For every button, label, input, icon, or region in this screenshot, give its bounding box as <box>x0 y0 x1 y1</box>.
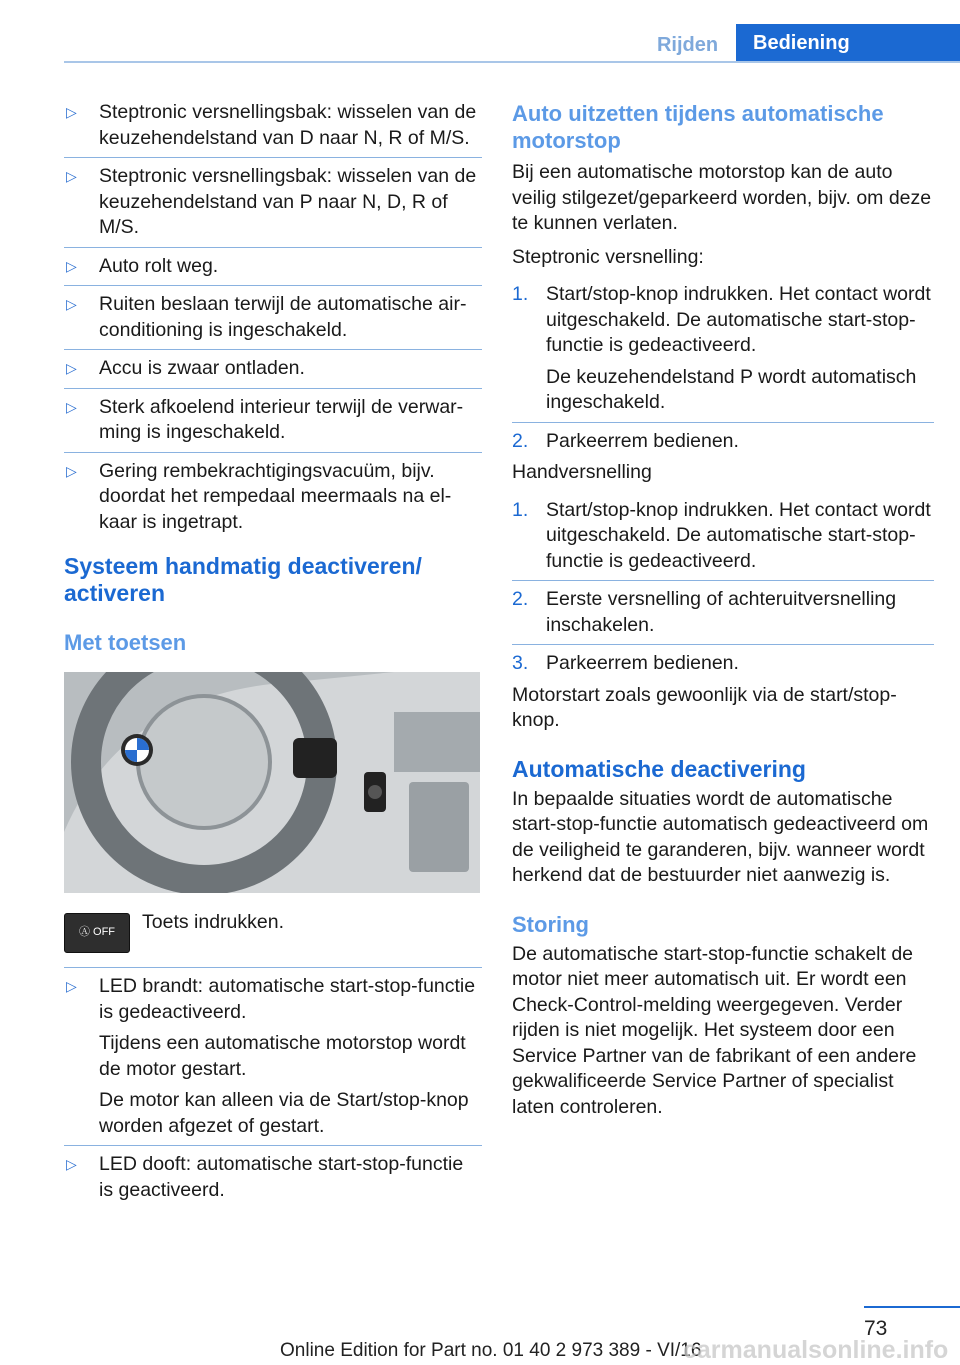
heading-fault: Storing <box>512 911 589 937</box>
para-auto-deactivation: In bepaalde situaties wordt de automatische start-stop-functie automatisch gedeactiveerd om de veiligheid te garanderen, bijv. wanneer wordt herkend dat de bestuurder niet aanwezig is. <box>512 787 929 886</box>
triangle-icon: ▷ <box>66 104 77 120</box>
steptronic-steps <box>512 282 934 454</box>
auto-start-stop-off-icon: Ⓐ OFF <box>64 913 130 953</box>
edition-text: Online Edition for Part no. 01 40 2 973 389 - VI/16 <box>280 1340 702 1361</box>
footer-rule <box>864 1306 960 1308</box>
list-item: ▷ LED dooft: automatische start-stop-functie is geactiveerd. <box>66 1153 464 1201</box>
list-item: 2. Parkeerrem bedienen. <box>512 429 739 452</box>
left-column <box>64 100 482 1209</box>
button-row <box>64 913 482 953</box>
triangle-icon: ▷ <box>66 398 77 415</box>
heading-auto-deactivation: Automatische deactivering <box>512 755 806 782</box>
para-off: Bij een automatische motorstop kan de auto veilig stilgezet/geparkeerd worden, bijv. om deze te kunnen verlaten. <box>512 161 932 234</box>
button-caption: Toets indrukken. <box>142 911 284 933</box>
motorstart-text: Motorstart zoals gewoonlijk via de start/stop-knop. <box>512 683 897 731</box>
header-rule <box>64 61 960 63</box>
bullet-list-top <box>64 100 482 535</box>
list-item: ▷ Ruiten beslaan terwijl de automatische airconditioning is ingeschakeld. <box>66 293 467 341</box>
triangle-icon: ▷ <box>66 1156 77 1172</box>
header-section: Rijden <box>656 33 719 56</box>
heading-off: Auto uitzetten tijdens automatische motorstop <box>512 101 884 153</box>
triangle-icon: ▷ <box>66 360 77 376</box>
page-number: 73 <box>864 1317 888 1340</box>
bullet-list-led <box>64 967 482 1203</box>
triangle-icon: ▷ <box>66 257 77 274</box>
para-fault: De automatische start-stop-functie schakelt de motor niet meer automatisch uit. Er wordt een Check-Control-melding weergegeven. Verder rijden is niet mogelijk. Het systeem door een Service Partner van de fabrikant of een andere gekwalificeerde Service Partner of specialist laten controleren. <box>512 942 917 1118</box>
triangle-icon: ▷ <box>66 462 77 479</box>
right-column <box>512 100 934 1120</box>
list-item: ▷ Sterk afkoelend interieur terwijl de verwarming is ingeschakeld. <box>66 395 464 443</box>
list-item: ▷ Steptronic versnellingsbak: wisselen van de keuzehendelstand van D naar N, R of M/S. <box>66 101 477 149</box>
steptronic-label: Steptronic versnelling: <box>512 245 704 268</box>
list-item: ▷ Accu is zwaar ontladen. <box>64 356 482 382</box>
list-item: 1. Start/stop-knop indrukken. Het contact wordt uitgeschakeld. De automatische start-stop-functie is gedeactiveerd. <box>512 498 931 572</box>
triangle-icon: ▷ <box>66 296 77 312</box>
header-tab: Bediening <box>736 24 960 62</box>
heading-deactivate: Systeem handmatig deactiveren/ activeren <box>64 553 422 606</box>
dashboard-illustration <box>64 672 480 893</box>
watermark: carmanualsonline.info <box>683 1336 949 1364</box>
triangle-icon: ▷ <box>66 168 77 184</box>
manual-steps <box>512 498 934 677</box>
steering-wheel-photo <box>64 672 480 893</box>
list-item: 2. Eerste versnelling of achteruitversnelling inschakelen. <box>512 588 897 636</box>
list-item: ▷ Auto rolt weg. <box>64 254 482 280</box>
triangle-icon: ▷ <box>66 978 77 994</box>
list-item: ▷ Steptronic versnellingsbak: wisselen van de keuzehendelstand van P naar N, D, R of M/S. <box>66 165 477 238</box>
list-item: 1. Start/stop-knop indrukken. Het contact wordt uitgeschakeld. De automatische start-stop-functie is gedeactiveerd. De keuzehendelstand P wordt automatisch ingeschakeld. <box>512 283 931 413</box>
list-item: 3. Parkeerrem bedienen. <box>512 652 739 674</box>
list-item: ▷ Gering rembekrachtigingsvacuüm, bijv. doordat het rempedaal meermaals na elkaar is ingetrapt. <box>66 459 452 533</box>
list-item: ▷ LED brandt: automatische start-stop-functie is gedeactiveerd. Tijdens een automatische motorstop wordt de motor gestart. De motor kan alleen via de Start/stop-knop worden afgezet of gestart. <box>66 975 476 1137</box>
heading-buttons: Met toetsen <box>64 630 187 655</box>
manual-label: Handversnelling <box>512 461 652 483</box>
